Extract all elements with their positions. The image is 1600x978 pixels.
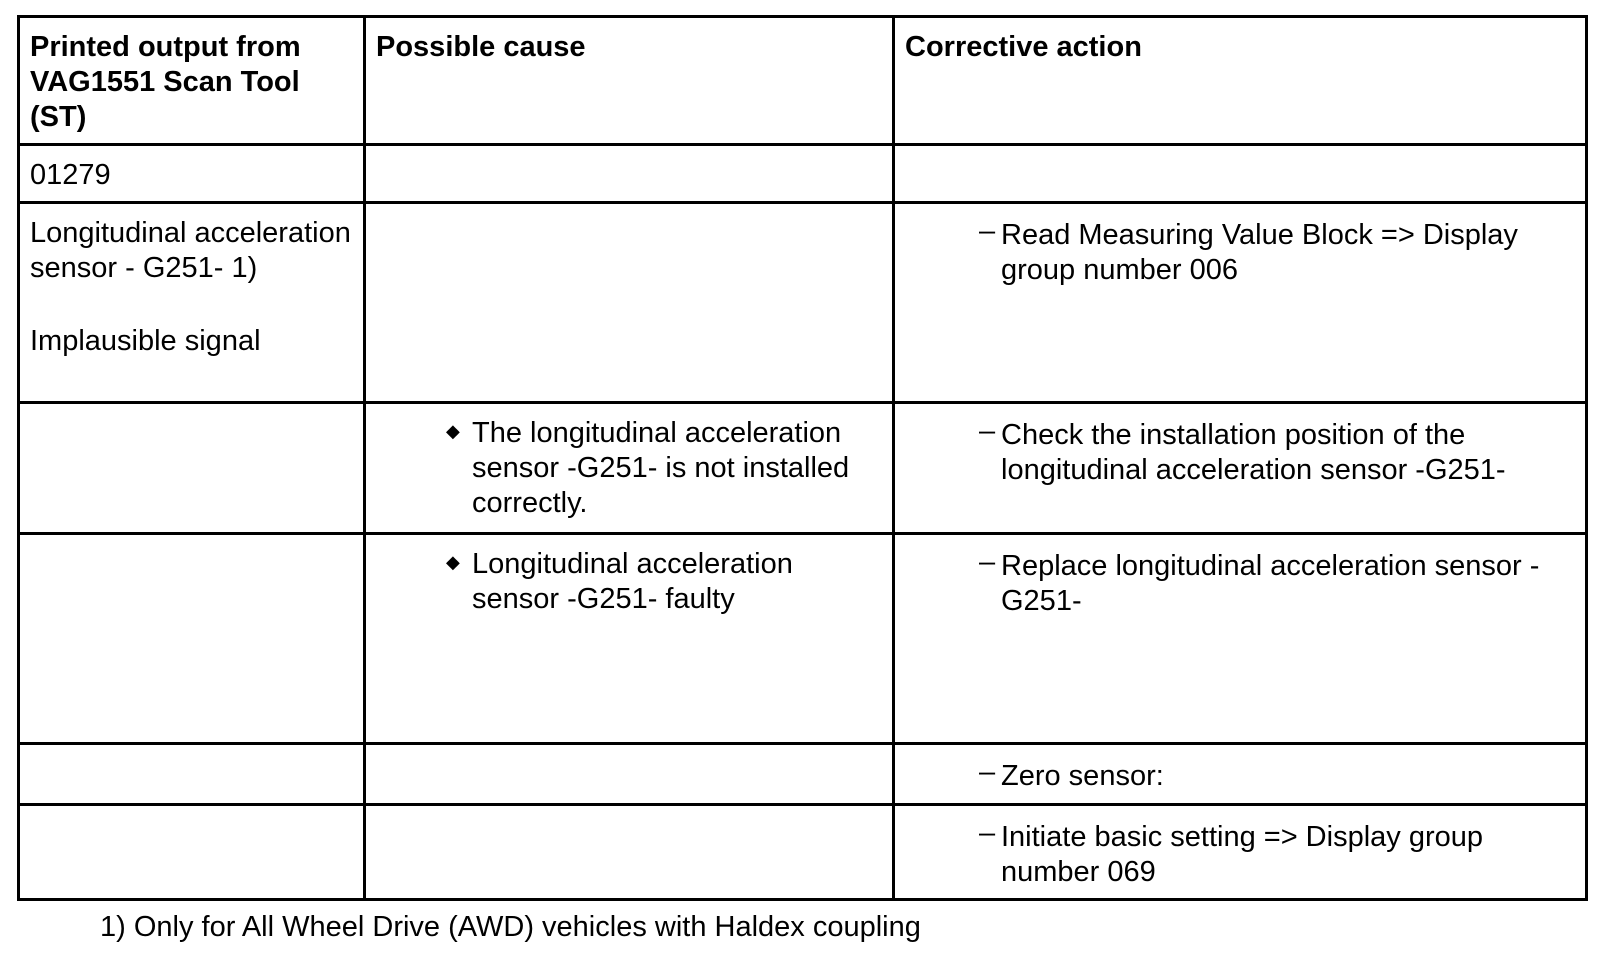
footnote: 1) Only for All Wheel Drive (AWD) vehicles with Haldex coupling <box>100 911 921 943</box>
bullet-icon: ◆ <box>446 421 460 441</box>
header-corrective-action: Corrective action <box>894 17 1587 145</box>
possible-cause-text: Longitudinal acceleration sensor -G251- faulty <box>472 548 793 615</box>
table-row-fault <box>19 203 1587 403</box>
empty-cell <box>365 203 894 403</box>
corrective-action-cell <box>894 534 1587 744</box>
possible-cause-cell <box>365 534 894 744</box>
corrective-action-cell <box>894 403 1587 534</box>
possible-cause-cell <box>365 403 894 534</box>
corrective-action-text: Zero sensor: <box>1001 760 1164 792</box>
dash-icon: – <box>979 546 996 578</box>
empty-cell <box>19 744 365 805</box>
header-possible-cause: Possible cause <box>365 17 894 145</box>
corrective-action-text: Replace longitudinal acceleration sensor -G251- <box>1001 550 1540 617</box>
bullet-icon: ◆ <box>446 552 460 572</box>
fault-name: Longitudinal acceleration sensor - G251- 1) <box>30 217 351 284</box>
possible-cause-text: The longitudinal acceleration sensor -G251- is not installed correctly. <box>472 417 850 519</box>
table-row-basic-setting <box>19 805 1587 900</box>
header-row <box>19 17 1587 145</box>
table-row-zero <box>19 744 1587 805</box>
table-row-faulty <box>19 534 1587 744</box>
corrective-action-cell <box>894 744 1587 805</box>
empty-cell <box>894 145 1587 203</box>
empty-cell <box>365 805 894 900</box>
corrective-action-text: Check the installation position of the longitudinal acceleration sensor -G251- <box>1001 419 1506 486</box>
empty-cell <box>19 403 365 534</box>
fault-code: 01279 <box>30 159 111 191</box>
empty-cell <box>365 145 894 203</box>
dash-icon: – <box>979 215 996 247</box>
corrective-action-cell <box>894 203 1587 403</box>
table-row-code <box>19 145 1587 203</box>
fault-description-cell <box>19 203 365 403</box>
dash-icon: – <box>979 415 996 447</box>
header-printed-output: Printed output from VAG1551 Scan Tool (ST) <box>19 17 365 145</box>
empty-cell <box>19 805 365 900</box>
corrective-action-text: Read Measuring Value Block => Display group number 006 <box>1001 219 1518 286</box>
diagnostic-table <box>17 15 1588 901</box>
table-row-installation <box>19 403 1587 534</box>
fault-type: Implausible signal <box>30 325 261 357</box>
empty-cell <box>19 534 365 744</box>
fault-code-cell <box>19 145 365 203</box>
dash-icon: – <box>979 817 996 849</box>
empty-cell <box>365 744 894 805</box>
corrective-action-text: Initiate basic setting => Display group number 069 <box>1001 821 1483 888</box>
dash-icon: – <box>979 756 996 788</box>
corrective-action-cell <box>894 805 1587 900</box>
